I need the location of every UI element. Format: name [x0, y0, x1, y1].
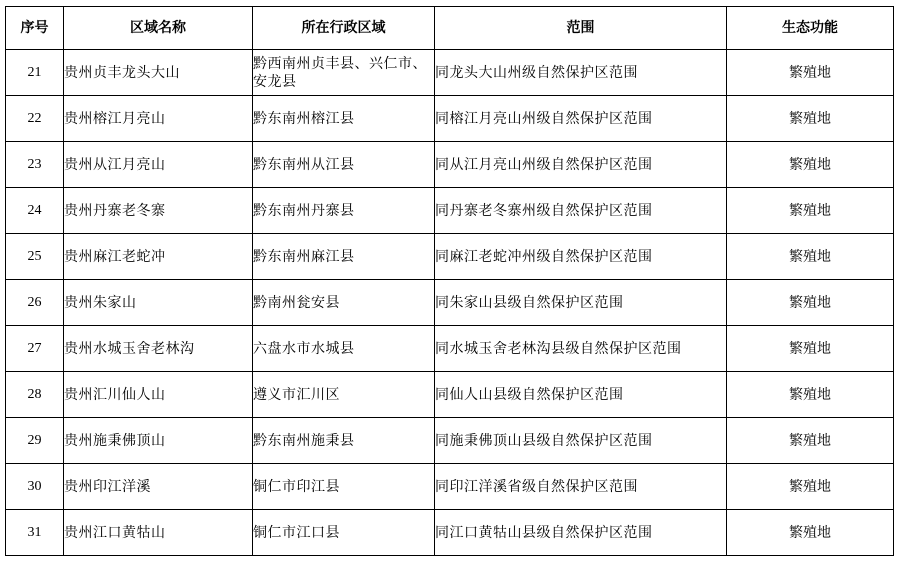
admin-region-cell: 六盘水市水城县: [253, 326, 435, 372]
table-row: [6, 234, 894, 280]
scope-cell: 同施秉佛顶山县级自然保护区范围: [435, 418, 727, 464]
ecological-function-cell: 繁殖地: [727, 280, 894, 326]
area-name-cell: 贵州麻江老蛇冲: [64, 234, 253, 280]
serial-number-cell: 30: [6, 464, 64, 510]
ecological-function-cell: 繁殖地: [727, 50, 894, 96]
table-row: [6, 96, 894, 142]
scope-cell: 同印江洋溪省级自然保护区范围: [435, 464, 727, 510]
area-name-cell: 贵州朱家山: [64, 280, 253, 326]
table-row: [6, 142, 894, 188]
scope-cell: 同丹寨老冬寨州级自然保护区范围: [435, 188, 727, 234]
ecological-function-cell: 繁殖地: [727, 188, 894, 234]
table-row: [6, 188, 894, 234]
area-name-cell: 贵州印江洋溪: [64, 464, 253, 510]
table-header-row: [6, 7, 894, 50]
serial-number-cell: 31: [6, 510, 64, 556]
serial-number-cell: 21: [6, 50, 64, 96]
serial-number-cell: 26: [6, 280, 64, 326]
header-ecological-function: 生态功能: [727, 7, 894, 50]
scope-cell: 同榕江月亮山州级自然保护区范围: [435, 96, 727, 142]
ecological-function-cell: 繁殖地: [727, 142, 894, 188]
scope-cell: 同江口黄牯山县级自然保护区范围: [435, 510, 727, 556]
ecological-function-cell: 繁殖地: [727, 372, 894, 418]
scope-cell: 同朱家山县级自然保护区范围: [435, 280, 727, 326]
admin-region-cell: 黔东南州从江县: [253, 142, 435, 188]
table-row: [6, 50, 894, 96]
serial-number-cell: 25: [6, 234, 64, 280]
table-row: [6, 510, 894, 556]
area-name-cell: 贵州江口黄牯山: [64, 510, 253, 556]
admin-region-cell: 黔南州瓮安县: [253, 280, 435, 326]
scope-cell: 同水城玉舍老林沟县级自然保护区范围: [435, 326, 727, 372]
table-row: [6, 280, 894, 326]
ecological-function-cell: 繁殖地: [727, 96, 894, 142]
admin-region-cell: 铜仁市印江县: [253, 464, 435, 510]
area-name-cell: 贵州施秉佛顶山: [64, 418, 253, 464]
ecological-function-cell: 繁殖地: [727, 510, 894, 556]
serial-number-cell: 28: [6, 372, 64, 418]
scope-cell: 同麻江老蛇冲州级自然保护区范围: [435, 234, 727, 280]
admin-region-cell: 铜仁市江口县: [253, 510, 435, 556]
area-name-cell: 贵州汇川仙人山: [64, 372, 253, 418]
serial-number-cell: 29: [6, 418, 64, 464]
admin-region-cell: 遵义市汇川区: [253, 372, 435, 418]
header-scope: 范围: [435, 7, 727, 50]
header-serial-number: 序号: [6, 7, 64, 50]
ecological-function-cell: 繁殖地: [727, 234, 894, 280]
admin-region-cell: 黔东南州麻江县: [253, 234, 435, 280]
ecological-function-cell: 繁殖地: [727, 326, 894, 372]
table-row: [6, 372, 894, 418]
scope-cell: 同龙头大山州级自然保护区范围: [435, 50, 727, 96]
scope-cell: 同仙人山县级自然保护区范围: [435, 372, 727, 418]
admin-region-cell: 黔东南州施秉县: [253, 418, 435, 464]
admin-region-cell: 黔东南州丹寨县: [253, 188, 435, 234]
area-name-cell: 贵州榕江月亮山: [64, 96, 253, 142]
scope-cell: 同从江月亮山州级自然保护区范围: [435, 142, 727, 188]
area-name-cell: 贵州丹寨老冬寨: [64, 188, 253, 234]
admin-region-cell: 黔东南州榕江县: [253, 96, 435, 142]
serial-number-cell: 23: [6, 142, 64, 188]
table-row: [6, 326, 894, 372]
ecological-function-cell: 繁殖地: [727, 464, 894, 510]
table-row: [6, 464, 894, 510]
table-row: [6, 418, 894, 464]
serial-number-cell: 22: [6, 96, 64, 142]
protected-areas-table: [5, 6, 894, 556]
serial-number-cell: 24: [6, 188, 64, 234]
area-name-cell: 贵州水城玉舍老林沟: [64, 326, 253, 372]
area-name-cell: 贵州贞丰龙头大山: [64, 50, 253, 96]
ecological-function-cell: 繁殖地: [727, 418, 894, 464]
header-admin-region: 所在行政区域: [253, 7, 435, 50]
serial-number-cell: 27: [6, 326, 64, 372]
admin-region-cell: 黔西南州贞丰县、兴仁市、安龙县: [253, 50, 435, 96]
header-area-name: 区域名称: [64, 7, 253, 50]
area-name-cell: 贵州从江月亮山: [64, 142, 253, 188]
